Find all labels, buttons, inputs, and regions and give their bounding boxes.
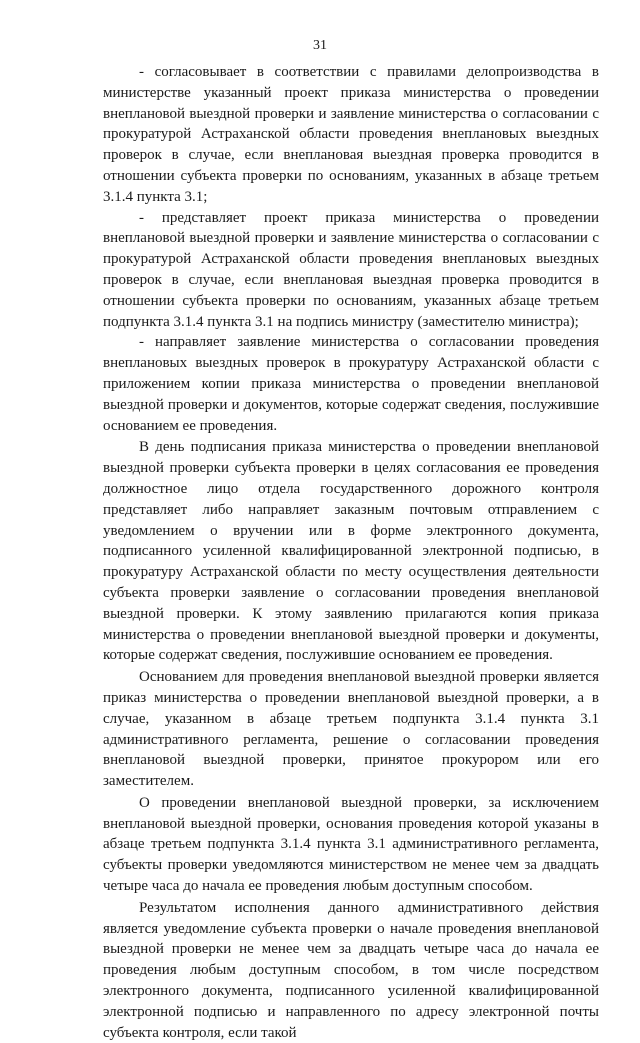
paragraph-approval-step: - согласовывает в соответствии с правилами делопроизводства в министерстве указанный проект приказа министерства о проведении внеплановой выездной проверки и заявление министерства о согласовании с прокуратурой Астраханской области проведения внеплановых выездных проверок в случае, если внеплановая выездная проверка проводится в отношении субъекта проверки по основаниям, указанных в абзаце третьем 3.1.4 пункта 3.1; <box>103 64 599 205</box>
paragraph-result: Результатом исполнения данного административного действия является уведомление субъекта проверки о начале проведения внеплановой выездной проверки не менее чем за двадцать четыре часа до начала ее проведения любым доступным способом, в том числе посредством электронного документа, подписанного усиленной квалифицированной электронной подписью и направленного по адресу электронной почты субъекта контроля, если такой <box>103 899 599 1041</box>
paragraph-notification: О проведении внеплановой выездной проверки, за исключением внеплановой выездной проверки, основания проведения которой указаны в абзаце третьем подпункта 3.1.4 пункта 3.1 административного регламента, субъекты проверки уведомляются министерством не менее чем за двадцать четыре часа до начала ее проведения любым доступным способом. <box>103 794 599 895</box>
paragraph-sending-step: - направляет заявление министерства о согласовании проведения внеплановых выездных проверок в прокуратуру Астраханской области с приложением копии приказа министерства о проведении внеплановой выездной проверки и документов, которые содержат сведения, послужившие основанием ее проведения. <box>103 334 599 434</box>
paragraph-grounds: Основанием для проведения внеплановой выездной проверки является приказ министерства о проведении внеплановой выездной проверки, а в случае, указанном в абзаце третьем подпункта 3.1.4 пункта 3.1 административного регламента, решение о согласовании проведения внеплановой выездной проверки, принятое прокурором или его заместителем. <box>103 669 599 790</box>
paragraph-submission-step: - представляет проект приказа министерства о проведении внеплановой выездной проверки и заявление министерства о согласовании с прокуратурой Астраханской области проведения внеплановых выездных проверок в случае, если внеплановая выездная проверка проводится в отношении субъекта проверки по основаниям, указанных абзаце третьем подпункта 3.1.4 пункта 3.1 на подпись министру (заместителю министра); <box>103 209 599 330</box>
page-number: 31 <box>313 38 327 53</box>
document-body <box>103 62 599 1043</box>
paragraph-signing-day: В день подписания приказа министерства о проведении внеплановой выездной проверки субъекта проверки в целях согласования ее проведения должностное лицо отдела государственного дорожного контроля представляет либо направляет заказным почтовым отправлением с уведомлением о вручении или в форме электронного документа, подписанного усиленной квалифицированной электронной подписью, в прокуратуру Астраханской области по месту осуществления деятельности субъекта проверки заявление о согласовании проведения внеплановой выездной проверки. К этому заявлению прилагаются копия приказа министерства о проведении внеплановой выездной проверки и документы, которые содержат сведения, послужившие основанием ее проведения. <box>103 439 599 664</box>
